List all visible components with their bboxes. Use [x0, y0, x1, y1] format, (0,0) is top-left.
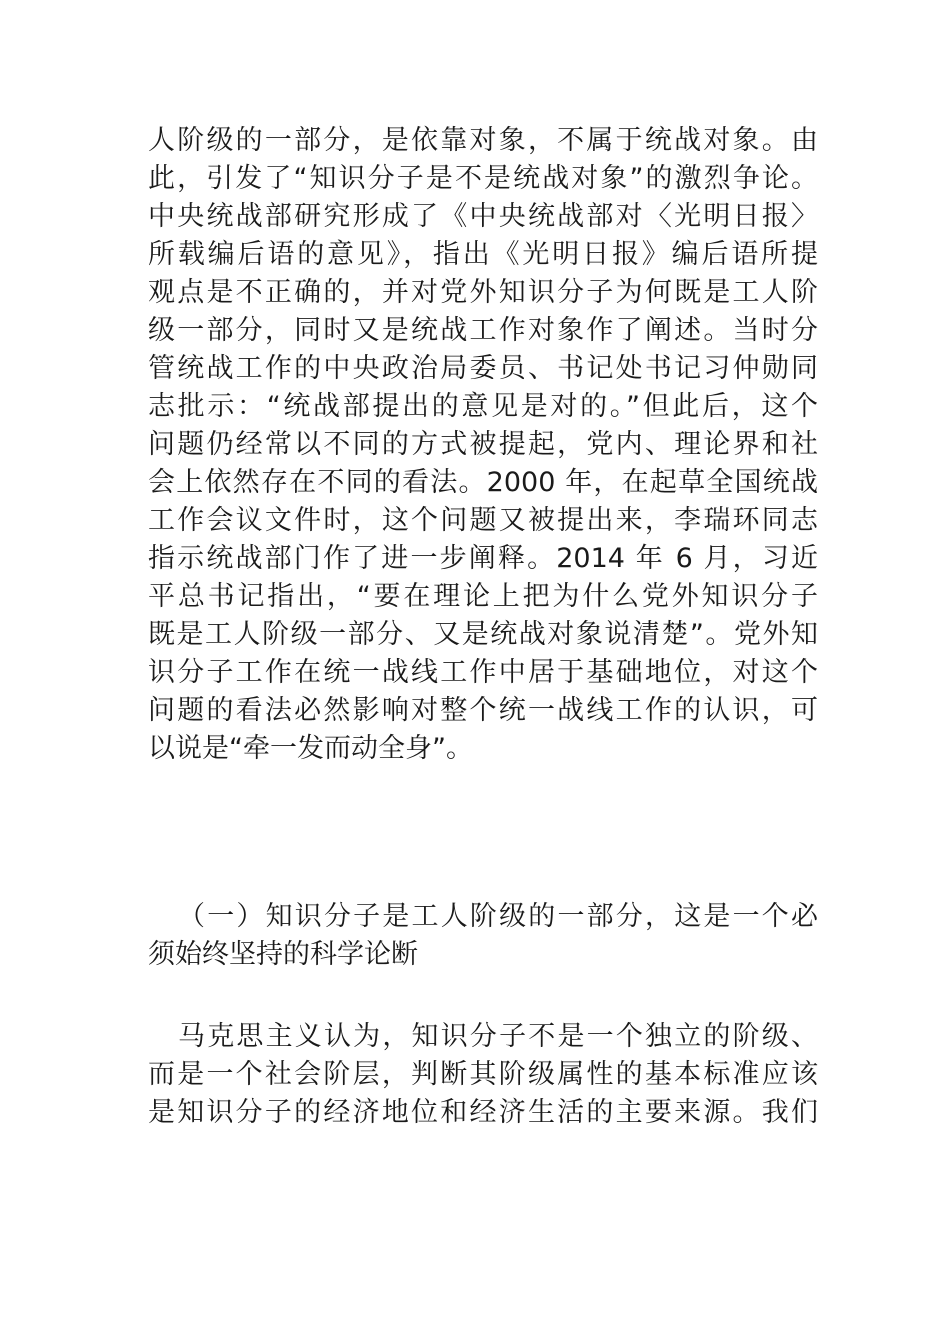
text-line: 问题仍经常以不同的方式被提起，党内、理论界和社: [148, 429, 818, 460]
section-heading: [148, 898, 818, 974]
text-line: 马克思主义认为，知识分子不是一个独立的阶级、: [178, 1021, 818, 1052]
heading-line: 须始终坚持的科学论断: [148, 939, 418, 970]
text-line: 志批示：“统战部提出的意见是对的。”但此后，这个: [148, 391, 818, 422]
text-line: 人阶级的一部分，是依靠对象，不属于统战对象。由: [148, 125, 818, 156]
text-line: 级一部分，同时又是统战工作对象作了阐述。当时分: [148, 315, 818, 346]
text-line: 是知识分子的经济地位和经济生活的主要来源。我们: [148, 1097, 818, 1128]
text-line: 此，引发了“知识分子是不是统战对象”的激烈争论。: [148, 163, 818, 194]
text-line: 会上依然存在不同的看法。2000 年，在起草全国统战: [148, 467, 818, 498]
body-paragraph: [148, 122, 818, 768]
text-line: 问题的看法必然影响对整个统一战线工作的认识，可: [148, 695, 818, 726]
heading-line: （一）知识分子是工人阶级的一部分，这是一个必: [178, 901, 818, 932]
text-line: 指示统战部门作了进一步阐释。2014 年 6 月，习近: [148, 543, 818, 574]
text-line: 工作会议文件时，这个问题又被提出来，李瑞环同志: [148, 505, 818, 536]
text-line: 以说是“牵一发而动全身”。: [148, 733, 473, 764]
body-paragraph: [148, 1018, 818, 1132]
text-line: 中央统战部研究形成了《中央统战部对〈光明日报〉: [148, 201, 818, 232]
text-line: 管统战工作的中央政治局委员、书记处书记习仲勋同: [148, 353, 818, 384]
text-line: 既是工人阶级一部分、又是统战对象说清楚”。党外知: [148, 619, 818, 650]
text-line: 而是一个社会阶层，判断其阶级属性的基本标准应该: [148, 1059, 818, 1090]
text-line: 所载编后语的意见》，指出《光明日报》编后语所提: [148, 239, 818, 270]
text-line: 识分子工作在统一战线工作中居于基础地位，对这个: [148, 657, 818, 688]
text-line: 平总书记指出，“要在理论上把为什么党外知识分子: [148, 581, 818, 612]
text-line: 观点是不正确的，并对党外知识分子为何既是工人阶: [148, 277, 818, 308]
